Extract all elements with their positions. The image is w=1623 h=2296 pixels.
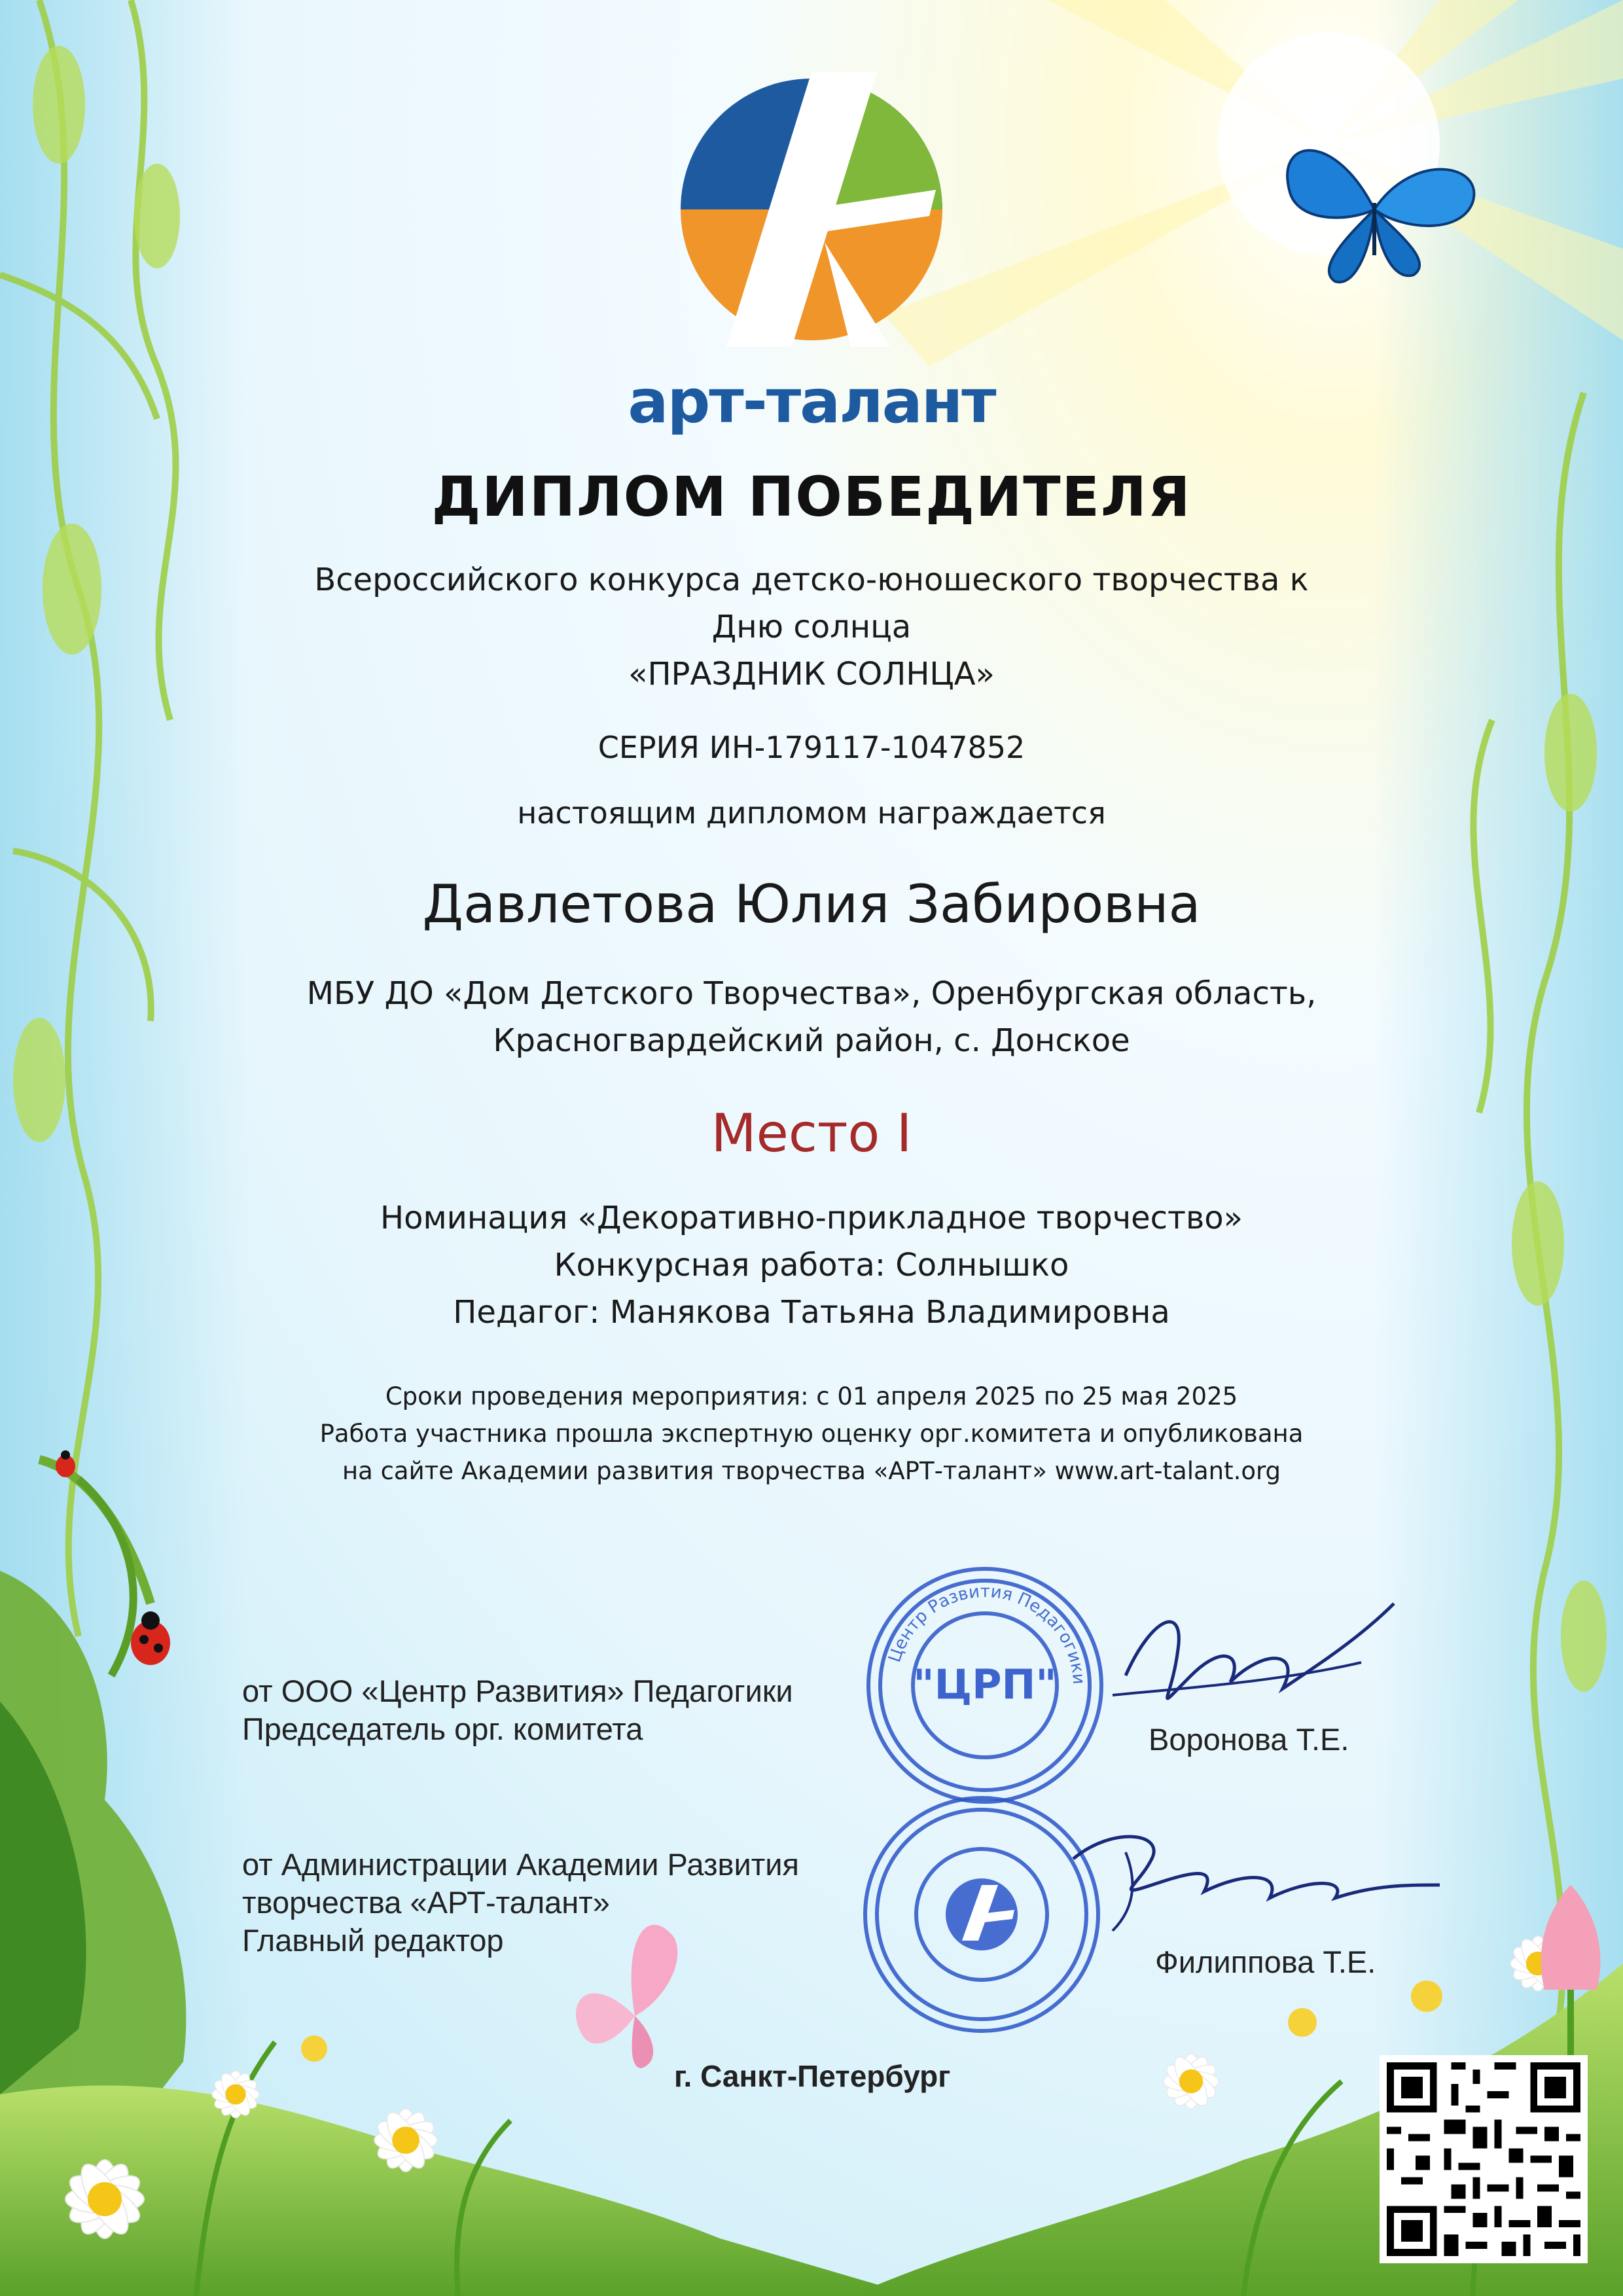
award-details bbox=[0, 1194, 1623, 1336]
organization-line: Красногвардейский район, с. Донское bbox=[493, 1022, 1130, 1059]
signature-line: Председатель орг. комитета bbox=[242, 1712, 643, 1746]
contest-name bbox=[0, 556, 1623, 698]
terms-line: Сроки проведения мероприятия: с 01 апреля 2025 по 25 мая 2025 bbox=[385, 1382, 1238, 1410]
terms-line: Работа участника прошла экспертную оценку орг.комитета и опубликована bbox=[319, 1420, 1304, 1448]
awarded-text: настоящим дипломом награждается bbox=[517, 795, 1106, 831]
nomination: Номинация «Декоративно-прикладное творчество» bbox=[380, 1200, 1243, 1236]
contest-line: «ПРАЗДНИК СОЛНЦА» bbox=[628, 656, 995, 692]
terms-line: на сайте Академии развития творчества «АРТ-талант» www.art-talant.org bbox=[342, 1457, 1281, 1485]
signature-line: от ООО «Центр Развития» Педагогики bbox=[242, 1674, 793, 1708]
signatory-name: Воронова Т.Е. bbox=[1149, 1722, 1349, 1757]
event-terms bbox=[0, 1378, 1623, 1490]
signature-line: творчества «АРТ-талант» bbox=[242, 1885, 610, 1920]
teacher: Педагог: Манякова Татьяна Владимировна bbox=[453, 1294, 1170, 1331]
stamp-center-text: "ЦРП" bbox=[913, 1660, 1057, 1708]
crp-stamp-icon bbox=[864, 1564, 1106, 1806]
art-talant-stamp-icon bbox=[861, 1793, 1103, 2036]
series-number: СЕРИЯ ИН-179117-1047852 bbox=[597, 730, 1026, 765]
signatory-name: Филиппова Т.Е. bbox=[1155, 1945, 1376, 1979]
signature-block-academy bbox=[242, 1846, 799, 1960]
signature-line: от Администрации Академии Развития bbox=[242, 1847, 799, 1882]
signature-line: Главный редактор bbox=[242, 1923, 504, 1958]
signature-block-organizer bbox=[242, 1672, 793, 1748]
qr-code-icon bbox=[1380, 2055, 1588, 2263]
contest-work: Конкурсная работа: Солнышко bbox=[554, 1247, 1069, 1283]
place-award: Место I bbox=[711, 1103, 912, 1164]
recipient-name: Давлетова Юлия Забировна bbox=[422, 874, 1201, 935]
organization-line: МБУ ДО «Дом Детского Творчества», Оренбургская область, bbox=[306, 975, 1317, 1012]
stamp-ring-text: Центр Развития Педагогики bbox=[885, 1581, 1089, 1685]
recipient-organization bbox=[0, 970, 1623, 1064]
diploma-title: ДИПЛОМ ПОБЕДИТЕЛЯ bbox=[431, 465, 1192, 529]
brand-name: арт-талант bbox=[628, 367, 995, 437]
contest-line: Всероссийского конкурса детско-юношеского творчества к bbox=[314, 562, 1309, 598]
city: г. Санкт-Петербург bbox=[674, 2059, 951, 2093]
contest-line: Дню солнца bbox=[711, 609, 912, 645]
